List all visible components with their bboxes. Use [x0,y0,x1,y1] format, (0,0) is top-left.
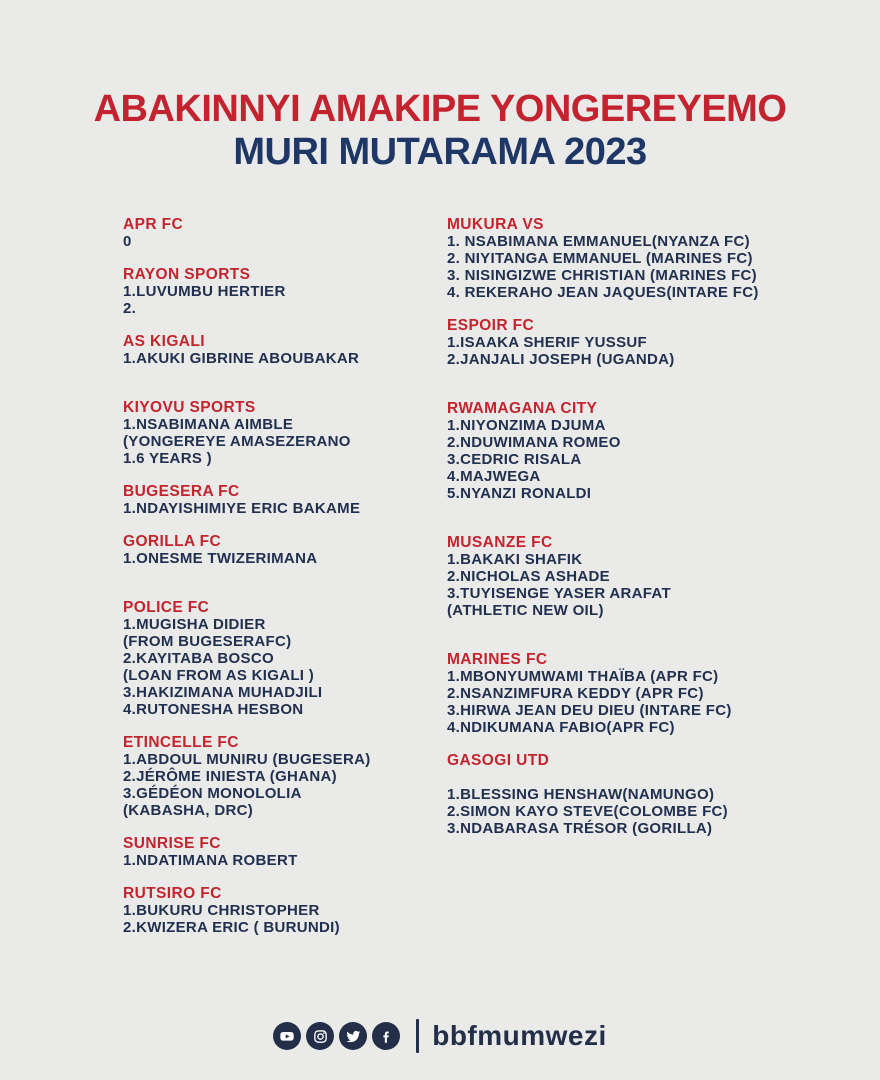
player-line: 1.NSABIMANA AIMBLE [123,416,294,433]
player-line: 3.CEDRIC RISALA [447,451,582,468]
team-name: BUGESERA FC [123,483,240,500]
player-line: 4.MAJWEGA [447,468,541,485]
player-line: 3.HIRWA JEAN DEU DIEU (INTARE FC) [447,702,732,719]
team-name: APR FC [123,216,184,233]
player-list [447,551,867,619]
player-line: 2.NSANZIMFURA KEDDY (APR FC) [447,685,704,702]
youtube-icon[interactable] [273,1022,301,1050]
player-list [447,417,867,502]
team-section [123,333,438,367]
player-line: 1. NSABIMANA EMMANUEL(NYANZA FC) [447,233,750,250]
player-line: 1.BUKURU CHRISTOPHER [123,902,320,919]
page-title [0,88,880,173]
team-section [123,399,438,467]
player-line: (YONGEREYE AMASEZERANO [123,433,351,450]
team-section [123,216,438,250]
team-section [123,266,438,317]
player-line: 3. NISINGIZWE CHRISTIAN (MARINES FC) [447,267,757,284]
team-section [447,651,867,736]
team-name: RAYON SPORTS [123,266,251,283]
team-section [447,752,867,837]
team-name: KIYOVU SPORTS [123,399,256,416]
player-list [447,334,867,368]
player-line: 1.NIYONZIMA DJUMA [447,417,606,434]
player-line: 2.NICHOLAS ASHADE [447,568,610,585]
player-list [123,852,438,869]
player-line: 2.JANJALI JOSEPH (UGANDA) [447,351,675,368]
left-column [123,216,438,952]
player-line: 1.NDAYISHIMIYE ERIC BAKAME [123,500,361,517]
player-list [123,550,438,567]
team-section [123,885,438,936]
player-line: 3.HAKIZIMANA MUHADJILI [123,684,323,701]
player-line: (KABASHA, DRC) [123,802,254,819]
player-line: 2.KWIZERA ERIC ( BURUNDI) [123,919,340,936]
facebook-icon[interactable] [372,1022,400,1050]
team-name: ESPOIR FC [447,317,535,334]
player-list [123,902,438,936]
team-section [447,216,867,301]
player-line: (ATHLETIC NEW OIL) [447,602,604,619]
team-name: MARINES FC [447,651,548,668]
player-line: 1.ONESME TWIZERIMANA [123,550,318,567]
team-section [447,317,867,368]
team-name: ETINCELLE FC [123,734,239,751]
player-line: 2.JÉRÔME INIESTA (GHANA) [123,768,337,785]
player-line: 1.BAKAKI SHAFIK [447,551,583,568]
player-list [123,350,438,367]
player-line: (FROM BUGESERAFC) [123,633,292,650]
player-line: 5.NYANZI RONALDI [447,485,592,502]
player-line: 1.ABDOUL MUNIRU (BUGESERA) [123,751,371,768]
team-name: MUSANZE FC [447,534,553,551]
team-section [447,400,867,502]
player-line: 1.MUGISHA DIDIER [123,616,266,633]
team-name: SUNRISE FC [123,835,221,852]
team-section [447,534,867,619]
player-line: 1.AKUKI GIBRINE ABOUBAKAR [123,350,360,367]
player-line: 1.MBONYUMWAMI THAÏBA (APR FC) [447,668,719,685]
player-list [123,416,438,467]
player-list [123,283,438,317]
player-line: 2. [123,300,137,317]
team-name: RWAMAGANA CITY [447,400,598,417]
team-name: MUKURA VS [447,216,544,233]
title-line-1: ABAKINNYI AMAKIPE YONGEREYEMO [93,88,787,130]
team-name: GASOGI UTD [447,752,550,769]
player-list [123,751,438,819]
player-line: 3.GÉDÉON MONOLOLIA [123,785,302,802]
player-line: 1.LUVUMBU HERTIER [123,283,286,300]
title-line-2: MURI MUTARAMA 2023 [233,130,647,173]
right-column [447,216,867,853]
player-line: 1.BLESSING HENSHAW(NAMUNGO) [447,786,715,803]
player-line: 3.NDABARASA TRÉSOR (GORILLA) [447,820,713,837]
team-section [123,533,438,567]
player-list [123,500,438,517]
player-list [123,616,438,718]
footer-divider [416,1019,419,1053]
twitter-icon[interactable] [339,1022,367,1050]
player-line: 0 [123,233,132,250]
team-name: RUTSIRO FC [123,885,222,902]
player-line: 2.KAYITABA BOSCO [123,650,274,667]
team-section [123,734,438,819]
player-line: 2.NDUWIMANA ROMEO [447,434,621,451]
team-section [123,835,438,869]
player-list [447,233,867,301]
player-line: 3.TUYISENGE YASER ARAFAT [447,585,671,602]
team-section [123,599,438,718]
player-line: (LOAN FROM AS KIGALI ) [123,667,315,684]
social-icons [273,1022,400,1050]
player-list [447,786,867,837]
player-line: 4.RUTONESHA HESBON [123,701,304,718]
team-name: GORILLA FC [123,533,222,550]
team-section [123,483,438,517]
player-line: 1.6 YEARS ) [123,450,212,467]
team-name: POLICE FC [123,599,210,616]
player-line: 1.ISAAKA SHERIF YUSSUF [447,334,647,351]
player-list [123,233,438,250]
instagram-icon[interactable] [306,1022,334,1050]
player-line: 4. REKERAHO JEAN JAQUES(INTARE FC) [447,284,759,301]
player-line: 2.SIMON KAYO STEVE(COLOMBE FC) [447,803,728,820]
player-line: 4.NDIKUMANA FABIO(APR FC) [447,719,675,736]
footer [0,1014,880,1058]
team-name: AS KIGALI [123,333,205,350]
social-handle: bbfmumwezi [432,1020,607,1051]
player-line: 1.NDATIMANA ROBERT [123,852,298,869]
player-line: 2. NIYITANGA EMMANUEL (MARINES FC) [447,250,753,267]
player-list [447,668,867,736]
